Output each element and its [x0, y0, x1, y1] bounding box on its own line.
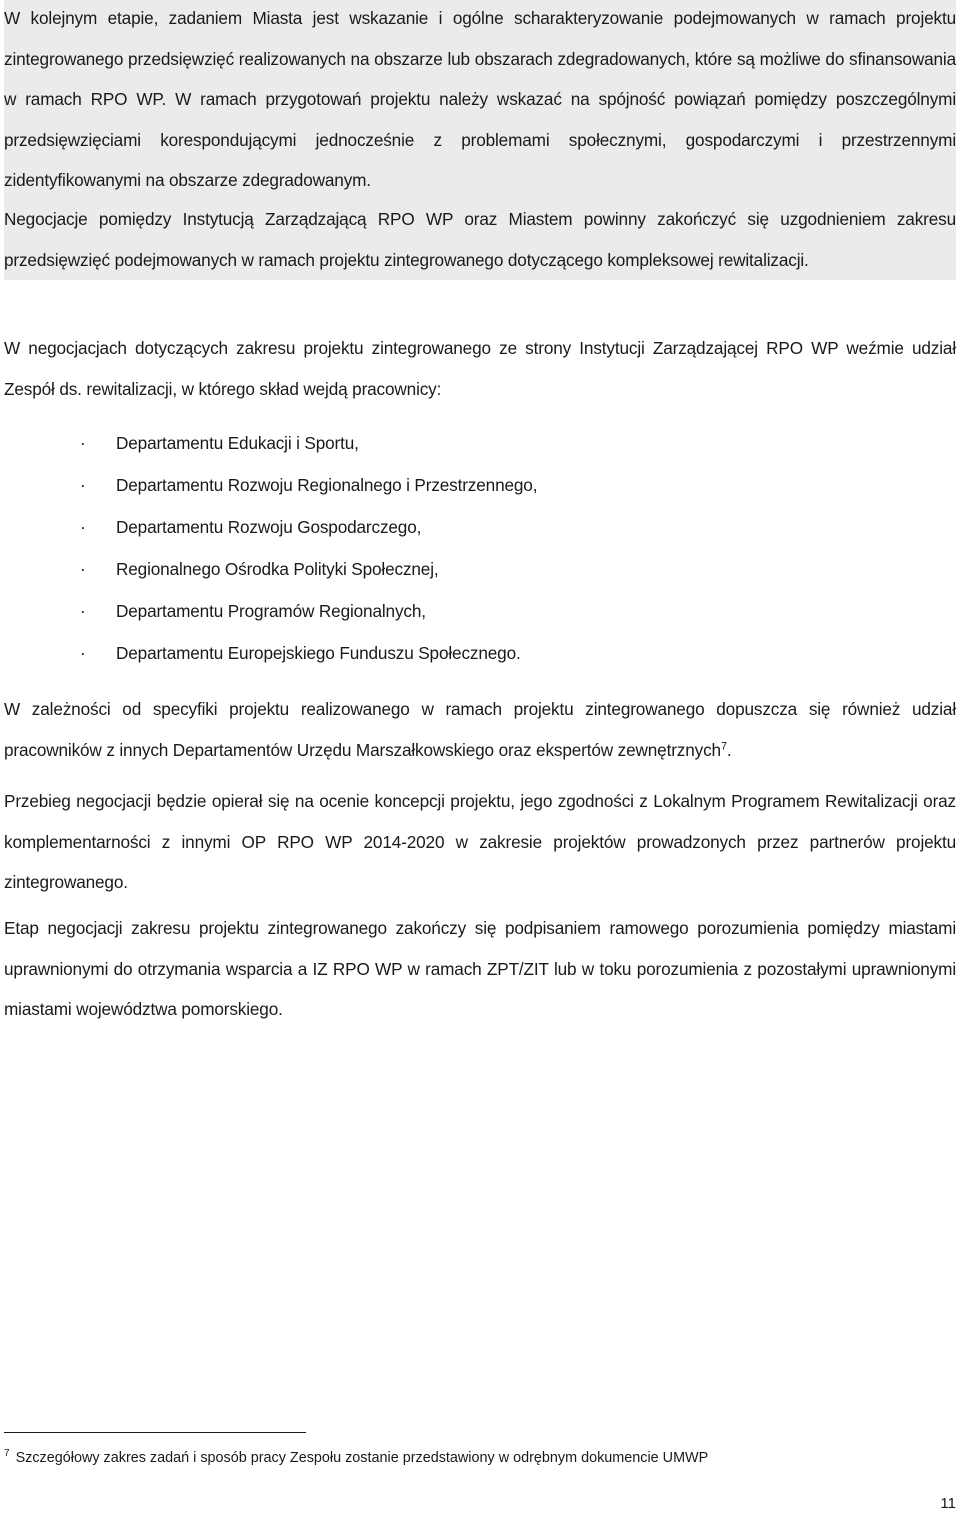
list-item: · Regionalnego Ośrodka Polityki Społecznej,: [0, 548, 960, 590]
footnote-reference[interactable]: 7: [720, 739, 727, 752]
footnote-text: Szczegółowy zakres zadań i sposób pracy Zespołu zostanie przedstawiony w odrębnym dokumencie UMWP: [15, 1450, 709, 1466]
list-item: · Departamentu Edukacji i Sportu,: [0, 422, 960, 464]
bullet-icon: ·: [80, 433, 86, 453]
page-number: 11: [940, 1495, 956, 1512]
list-item: · Departamentu Rozwoju Regionalnego i Przestrzennego,: [0, 464, 960, 506]
bullet-icon: ·: [80, 643, 86, 663]
list-item: · Departamentu Rozwoju Gospodarczego,: [0, 506, 960, 548]
footnote-number: 7: [4, 1448, 10, 1460]
paragraph-agreement: Etap negocjacji zakresu projektu zintegrowanego zakończy się podpisaniem ramowego porozumienia pomiędzy miastami uprawnionymi do otrzymania wsparcia a IZ RPO WP w ramach ZPT/ZIT lub w toku porozumienia z pozostałymi uprawnionymi miastami województwa pomorskiego.: [4, 918, 956, 1019]
footnote-separator: [4, 1432, 306, 1433]
list-item: · Departamentu Europejskiego Funduszu Społecznego.: [0, 632, 960, 674]
paragraph-negotiation-process: Przebieg negocjacji będzie opierał się na ocenie koncepcji projektu, jego zgodności z Lokalnym Programem Rewitalizacji oraz komplementarności z innymi OP RPO WP 2014-2020 w zakresie projektów prowadzonych przez partnerów projektu zintegrowanego.: [4, 791, 956, 892]
department-list: [0, 422, 960, 674]
paragraph-negotiations: Negocjacje pomiędzy Instytucją Zarządzającą RPO WP oraz Miastem powinny zakończyć się uzgodnieniem zakresu przedsięwzięć podejmowanych w ramach projektu zintegrowanego dotyczącego kompleksowej rewitalizacji.: [4, 199, 956, 280]
bullet-icon: ·: [80, 475, 86, 495]
footnote: [4, 1448, 708, 1468]
bullet-icon: ·: [80, 559, 86, 579]
bullet-icon: ·: [80, 601, 86, 621]
bullet-icon: ·: [80, 517, 86, 537]
list-item: · Departamentu Programów Regionalnych,: [0, 590, 960, 632]
paragraph-team: W negocjacjach dotyczących zakresu projektu zintegrowanego ze strony Instytucji Zarządzającej RPO WP weźmie udział Zespół ds. rewitalizacji, w którego skład wejdą pracownicy:: [4, 338, 956, 399]
paragraph-intro: W kolejnym etapie, zadaniem Miasta jest wskazanie i ogólne scharakteryzowanie podejmowanych w ramach projektu zintegrowanego przedsięwzięć realizowanych na obszarze lub obszarach zdegradowanych, które są możliwe do sfinansowania w ramach RPO WP. W ramach przygotowań projektu należy wskazać na spójność powiązań pomiędzy poszczególnymi przedsięwzięciami korespondującymi jednocześnie z problemami społecznymi, gospodarczymi i przestrzennymi zidentyfikowanymi na obszarze zdegradowanym.: [4, 0, 956, 201]
paragraph-other-staff: W zależności od specyfiki projektu realizowanego w ramach projektu zintegrowanego dopuszcza się również udział pracowników z innych Departamentów Urzędu Marszałkowskiego oraz ekspertów zewnętrznych$^7$.: [4, 699, 956, 760]
